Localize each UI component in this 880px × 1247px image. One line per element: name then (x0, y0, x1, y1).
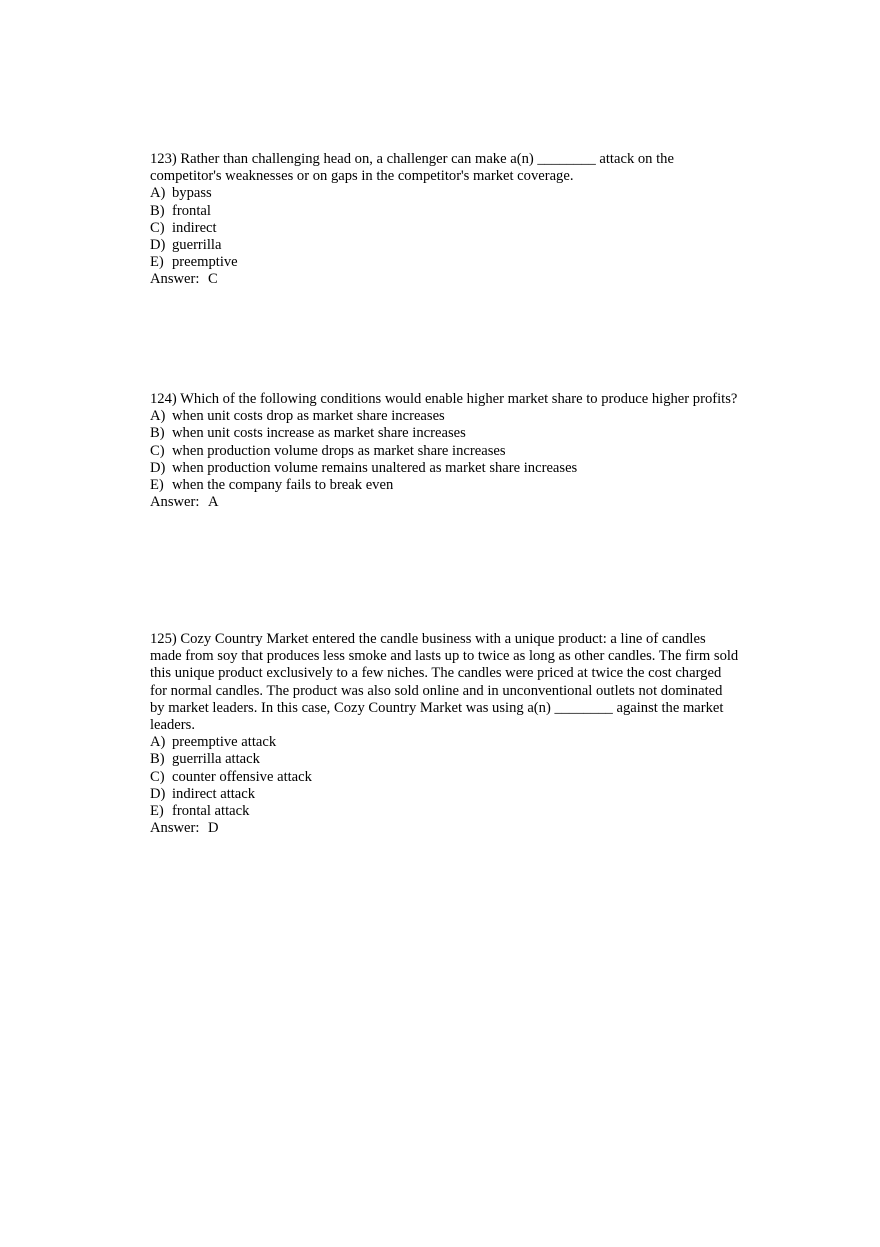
option-letter: B) (150, 202, 165, 219)
option-letter: D) (150, 237, 166, 254)
option-a (150, 185, 740, 202)
option-letter: E) (150, 803, 164, 820)
question-stem: 124) Which of the following conditions would enable higher market share to produce higher profits? (150, 391, 738, 407)
option-e (150, 254, 740, 271)
option-letter: C) (150, 219, 165, 236)
option-a (150, 408, 740, 425)
option-letter: E) (150, 254, 164, 271)
option-b (150, 425, 740, 442)
option-list (150, 185, 740, 271)
option-letter: C) (150, 768, 165, 785)
option-c (150, 769, 740, 786)
option-d (150, 237, 740, 254)
option-letter: D) (150, 459, 166, 476)
answer-label: Answer: (150, 820, 200, 837)
option-text: indirect attack (172, 785, 256, 802)
option-letter: B) (150, 751, 165, 768)
option-letter: A) (150, 185, 166, 202)
answer-label: Answer: (150, 494, 200, 511)
option-text: when unit costs drop as market share increases (172, 408, 445, 425)
option-letter: E) (150, 477, 164, 494)
option-list (150, 734, 740, 820)
option-a (150, 734, 740, 751)
option-c (150, 443, 740, 460)
option-d (150, 460, 740, 477)
answer-label: Answer: (150, 271, 200, 288)
option-c (150, 220, 740, 237)
question-stem: 123) Rather than challenging head on, a challenger can make a(n) ________ attack on the competitor's weaknesses or on gaps in the competitor's market coverage. (150, 151, 674, 185)
option-text: guerrilla attack (172, 751, 260, 768)
option-letter: D) (150, 785, 166, 802)
option-list (150, 408, 740, 494)
option-text: bypass (172, 185, 212, 202)
question-125 (150, 631, 740, 837)
option-text: when the company fails to break even (172, 477, 394, 494)
option-text: indirect (172, 219, 217, 236)
answer-value: D (208, 820, 219, 837)
option-e (150, 803, 740, 820)
question-123 (150, 151, 740, 289)
option-letter: B) (150, 425, 165, 442)
option-text: when production volume drops as market share increases (172, 442, 506, 459)
option-letter: C) (150, 442, 165, 459)
option-text: guerrilla (172, 237, 222, 254)
answer-line (150, 494, 740, 511)
question-124 (150, 391, 740, 511)
option-text: frontal (172, 202, 211, 219)
question-stem: 125) Cozy Country Market entered the candle business with a unique product: a line of candles made from soy that produces less smoke and lasts up to twice as long as other candles. The firm sold this unique product exclusively to a few niches. The candles were priced at twice the cost charged for normal candles. The product was also sold online and in unconventional outlets not dominated by market leaders. In this case, Cozy Country Market was using a(n) ________ against the market leaders. (150, 631, 739, 734)
answer-line (150, 820, 740, 837)
option-text: counter offensive attack (172, 768, 312, 785)
option-text: frontal attack (172, 803, 250, 820)
answer-line (150, 271, 740, 288)
option-text: preemptive attack (172, 734, 277, 751)
option-text: preemptive (172, 254, 238, 271)
option-b (150, 751, 740, 768)
answer-value: C (208, 271, 218, 288)
option-d (150, 786, 740, 803)
option-e (150, 477, 740, 494)
option-letter: A) (150, 408, 166, 425)
option-b (150, 203, 740, 220)
option-letter: A) (150, 734, 166, 751)
option-text: when production volume remains unaltered as market share increases (172, 459, 578, 476)
answer-value: A (208, 494, 219, 511)
option-text: when unit costs increase as market share increases (172, 425, 466, 442)
